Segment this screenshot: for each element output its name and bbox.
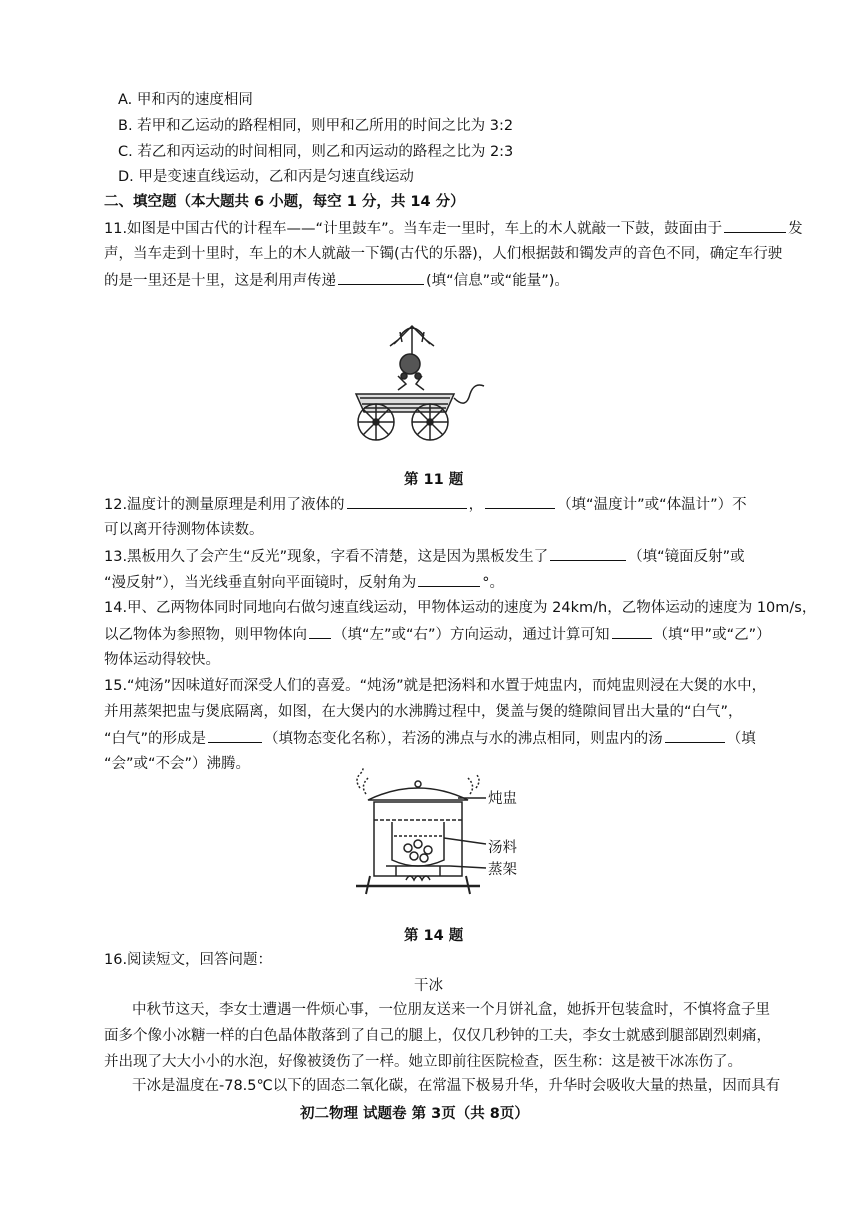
q12-blank1[interactable] xyxy=(347,494,467,509)
option-d: D. 甲是变速直线运动，乙和丙是匀速直线运动 xyxy=(118,169,414,185)
q11-caption: 第 11 题 xyxy=(404,472,464,488)
q16-paragraph-line3: 并出现了大大小小的水泡，好像被烫伤了一样。她立即前往医院检查，医生称：这是被干冰冻伤了。 xyxy=(104,1054,742,1070)
q15-line3 xyxy=(104,728,756,749)
q16-paragraph-line2: 面多个像小冰糖一样的白色晶体散落到了自己的腿上，仅仅几秒钟的工夫，李女士就感到腿部剧烈刺痛， xyxy=(104,1028,771,1044)
page-footer: 初二物理 试题卷 第 3页（共 8页） xyxy=(300,1106,529,1122)
q12-blank2[interactable] xyxy=(485,494,555,509)
q13-line1 xyxy=(104,546,745,567)
q11-line2: 声，当车走到十里时，车上的木人就敲一下镯(古代的乐器)，人们根据鼓和镯发声的音色不同，确定车行驶 xyxy=(104,246,783,262)
q12-line2: 可以离开待测物体读数。 xyxy=(104,522,264,538)
q12-text: 12.温度计的测量原理是利用了液体的 xyxy=(104,497,345,513)
q15-text: （填物态变化名称），若汤的沸点与水的沸点相同，则盅内的汤 xyxy=(264,731,663,747)
q11-blank1[interactable] xyxy=(724,218,786,233)
q15-line1: 15.“炖汤”因味道好而深受人们的喜爱。“炖汤”就是把汤料和水置于炖盅内，而炖盅则浸在大煲的水中， xyxy=(104,678,767,694)
q16-paragraph-line4: 干冰是温度在-78.5℃以下的固态二氧化碳，在常温下极易升华，升华时会吸收大量的热量，因而具有 xyxy=(132,1078,781,1094)
q11-line3 xyxy=(104,270,569,291)
q11-text: 11.如图是中国古代的计程车——“计里鼓车”。当车走一里时，车上的木人就敲一下鼓，鼓面由于 xyxy=(104,221,723,237)
stew-pot-figure xyxy=(346,768,496,908)
q11-blank2[interactable] xyxy=(338,270,424,285)
label-dunzhong: 炖盅 xyxy=(488,791,517,807)
label-tangliao: 汤料 xyxy=(488,840,517,856)
q14-text: 以乙物体为参照物，则甲物体向 xyxy=(104,627,307,643)
q13-text: °。 xyxy=(482,575,505,591)
option-a: A. 甲和丙的速度相同 xyxy=(118,92,253,108)
option-b: B. 若甲和乙运动的路程相同，则甲和乙所用的时间之比为 3:2 xyxy=(118,118,514,134)
section-title: 二、填空题（本大题共 6 小题，每空 1 分，共 14 分） xyxy=(104,194,465,210)
q14-text: （填“甲”或“乙”） xyxy=(653,627,771,643)
q11-line1 xyxy=(104,218,803,239)
q13-blank2[interactable] xyxy=(418,572,480,587)
drum-cart-figure xyxy=(350,318,490,448)
q13-line2 xyxy=(104,572,504,593)
q15-line2: 并用蒸架把盅与煲底隔离，如图，在大煲内的水沸腾过程中，煲盖与煲的缝隙间冒出大量的“白气”， xyxy=(104,704,743,720)
q13-blank1[interactable] xyxy=(550,546,626,561)
q12-text: （填“温度计”或“体温计”）不 xyxy=(557,497,747,513)
q11-text: 发 xyxy=(788,221,803,237)
q15-blank2[interactable] xyxy=(665,728,725,743)
q15-line4: “会”或“不会”）沸腾。 xyxy=(104,756,251,772)
q13-text: （填“镜面反射”或 xyxy=(628,549,745,565)
q14-text: （填“左”或“右”）方向运动，通过计算可知 xyxy=(333,627,610,643)
q16-title: 干冰 xyxy=(414,978,443,994)
q15-blank1[interactable] xyxy=(208,728,262,743)
label-zhengjia: 蒸架 xyxy=(488,862,517,878)
q14-blank2[interactable] xyxy=(612,624,652,639)
q11-text: (填“信息”或“能量”)。 xyxy=(426,273,569,289)
q15-text: “白气”的形成是 xyxy=(104,731,207,747)
q14-line1: 14.甲、乙两物体同时同地向右做匀速直线运动，甲物体运动的速度为 24km/h，乙物体运动的速度为 10m/s， xyxy=(104,600,817,616)
q11-text: 的是一里还是十里，这是利用声传递 xyxy=(104,273,336,289)
q16-intro: 16.阅读短文，回答问题： xyxy=(104,952,273,968)
q14-blank1[interactable] xyxy=(309,624,331,639)
q14-line2 xyxy=(104,624,771,645)
q15-text: （填 xyxy=(726,731,756,747)
q13-text: “漫反射”），当光线垂直射向平面镜时，反射角为 xyxy=(104,575,417,591)
q12-text: ， xyxy=(468,497,484,513)
q15-caption: 第 14 题 xyxy=(404,928,464,944)
q14-line3: 物体运动得较快。 xyxy=(104,652,220,668)
option-c: C. 若乙和丙运动的时间相同，则乙和丙运动的路程之比为 2:3 xyxy=(118,144,514,160)
q13-text: 13.黑板用久了会产生“反光”现象，字看不清楚，这是因为黑板发生了 xyxy=(104,549,549,565)
q16-paragraph-line1: 中秋节这天，李女士遭遇一件烦心事，一位朋友送来一个月饼礼盒，她拆开包装盒时，不慎将盒子里 xyxy=(132,1002,770,1018)
q12-line1 xyxy=(104,494,747,515)
